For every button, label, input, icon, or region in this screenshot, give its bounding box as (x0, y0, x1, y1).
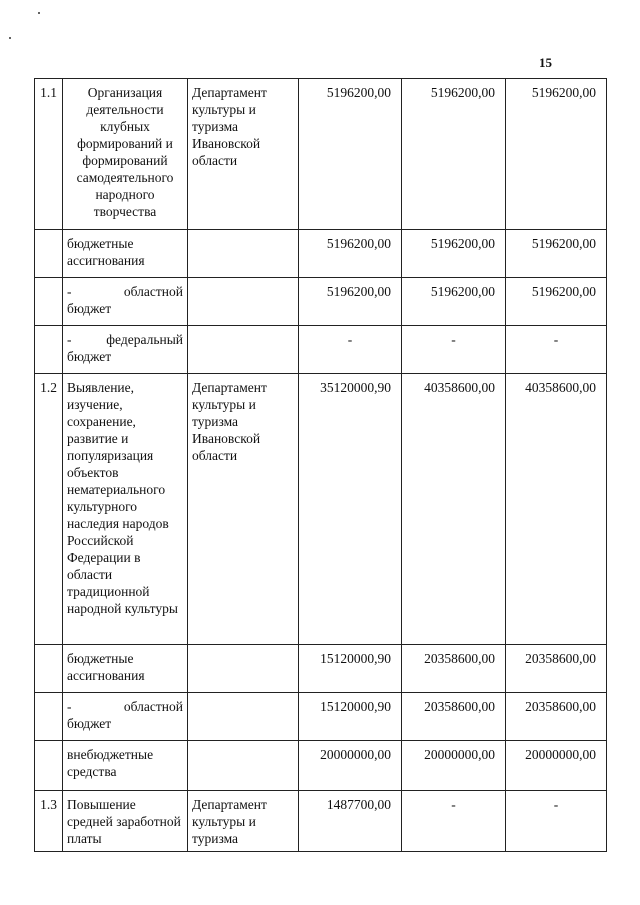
amount-year-2: 20358600,00 (402, 693, 506, 741)
department: Департамент культуры и туризма Ивановской области (188, 79, 299, 230)
department: Департамент культуры и туризма Ивановской области (188, 374, 299, 645)
amount-year-1: 5196200,00 (299, 79, 402, 230)
amount-year-2: 40358600,00 (402, 374, 506, 645)
department (188, 230, 299, 278)
table-row (35, 374, 607, 645)
amount-year-2: - (402, 326, 506, 374)
budget-level: федеральный (106, 332, 183, 347)
row-number: 1.2 (35, 374, 63, 645)
measure-name: бюджетные ассигнования (63, 645, 188, 693)
amount-year-3: 5196200,00 (506, 230, 607, 278)
measure-name: Повышение средней заработной платы (63, 791, 188, 852)
department (188, 693, 299, 741)
row-number (35, 693, 63, 741)
row-number (35, 230, 63, 278)
amount-year-2: - (402, 791, 506, 852)
amount-year-1: 15120000,90 (299, 693, 402, 741)
amount-year-1: 15120000,90 (299, 645, 402, 693)
row-number (35, 278, 63, 326)
department: Департамент культуры и туризма (188, 791, 299, 852)
department (188, 645, 299, 693)
budget-word: бюджет (67, 301, 112, 316)
table-row (35, 693, 607, 741)
budget-table (34, 78, 607, 852)
table-row (35, 791, 607, 852)
amount-year-2: 5196200,00 (402, 278, 506, 326)
table-row (35, 278, 607, 326)
amount-year-1: 5196200,00 (299, 230, 402, 278)
table-row (35, 741, 607, 791)
amount-year-1: 35120000,90 (299, 374, 402, 645)
amount-year-3: 20000000,00 (506, 741, 607, 791)
measure-name: внебюджетные средства (63, 741, 188, 791)
table-row (35, 645, 607, 693)
measure-name (63, 326, 188, 374)
measure-name (63, 693, 188, 741)
measure-name (63, 278, 188, 326)
row-number (35, 645, 63, 693)
amount-year-1: 5196200,00 (299, 278, 402, 326)
row-number: 1.3 (35, 791, 63, 852)
amount-year-2: 5196200,00 (402, 230, 506, 278)
measure-name: Выявление, изучение, сохранение, развитие и популяризация объектов нематериального культурного наследия народов Российской Федерации в области традиционной народной культуры (63, 374, 188, 645)
amount-year-1: 20000000,00 (299, 741, 402, 791)
budget-level: областной (123, 699, 183, 714)
table-row (35, 79, 607, 230)
budget-dash: - (67, 699, 72, 714)
measure-name: бюджетные ассигнования (63, 230, 188, 278)
amount-year-3: - (506, 326, 607, 374)
amount-year-3: 5196200,00 (506, 79, 607, 230)
amount-year-3: 40358600,00 (506, 374, 607, 645)
row-number (35, 326, 63, 374)
amount-year-2: 5196200,00 (402, 79, 506, 230)
budget-word: бюджет (67, 716, 112, 731)
scan-speck (9, 37, 11, 39)
budget-level: областной (123, 284, 183, 299)
amount-year-2: 20000000,00 (402, 741, 506, 791)
row-number (35, 741, 63, 791)
row-number: 1.1 (35, 79, 63, 230)
budget-word: бюджет (67, 349, 112, 364)
department (188, 741, 299, 791)
scan-speck (38, 12, 40, 14)
amount-year-2: 20358600,00 (402, 645, 506, 693)
amount-year-3: 20358600,00 (506, 693, 607, 741)
department (188, 278, 299, 326)
amount-year-3: 20358600,00 (506, 645, 607, 693)
table-row (35, 230, 607, 278)
measure-name: Организация деятельности клубных формирований и формирований самодеятельного народного творчества (63, 79, 188, 230)
amount-year-1: 1487700,00 (299, 791, 402, 852)
amount-year-3: - (506, 791, 607, 852)
department (188, 326, 299, 374)
budget-dash: - (67, 284, 72, 299)
budget-dash: - (67, 332, 72, 347)
amount-year-3: 5196200,00 (506, 278, 607, 326)
amount-year-1: - (299, 326, 402, 374)
page-number: 15 (539, 55, 552, 70)
table-row (35, 326, 607, 374)
